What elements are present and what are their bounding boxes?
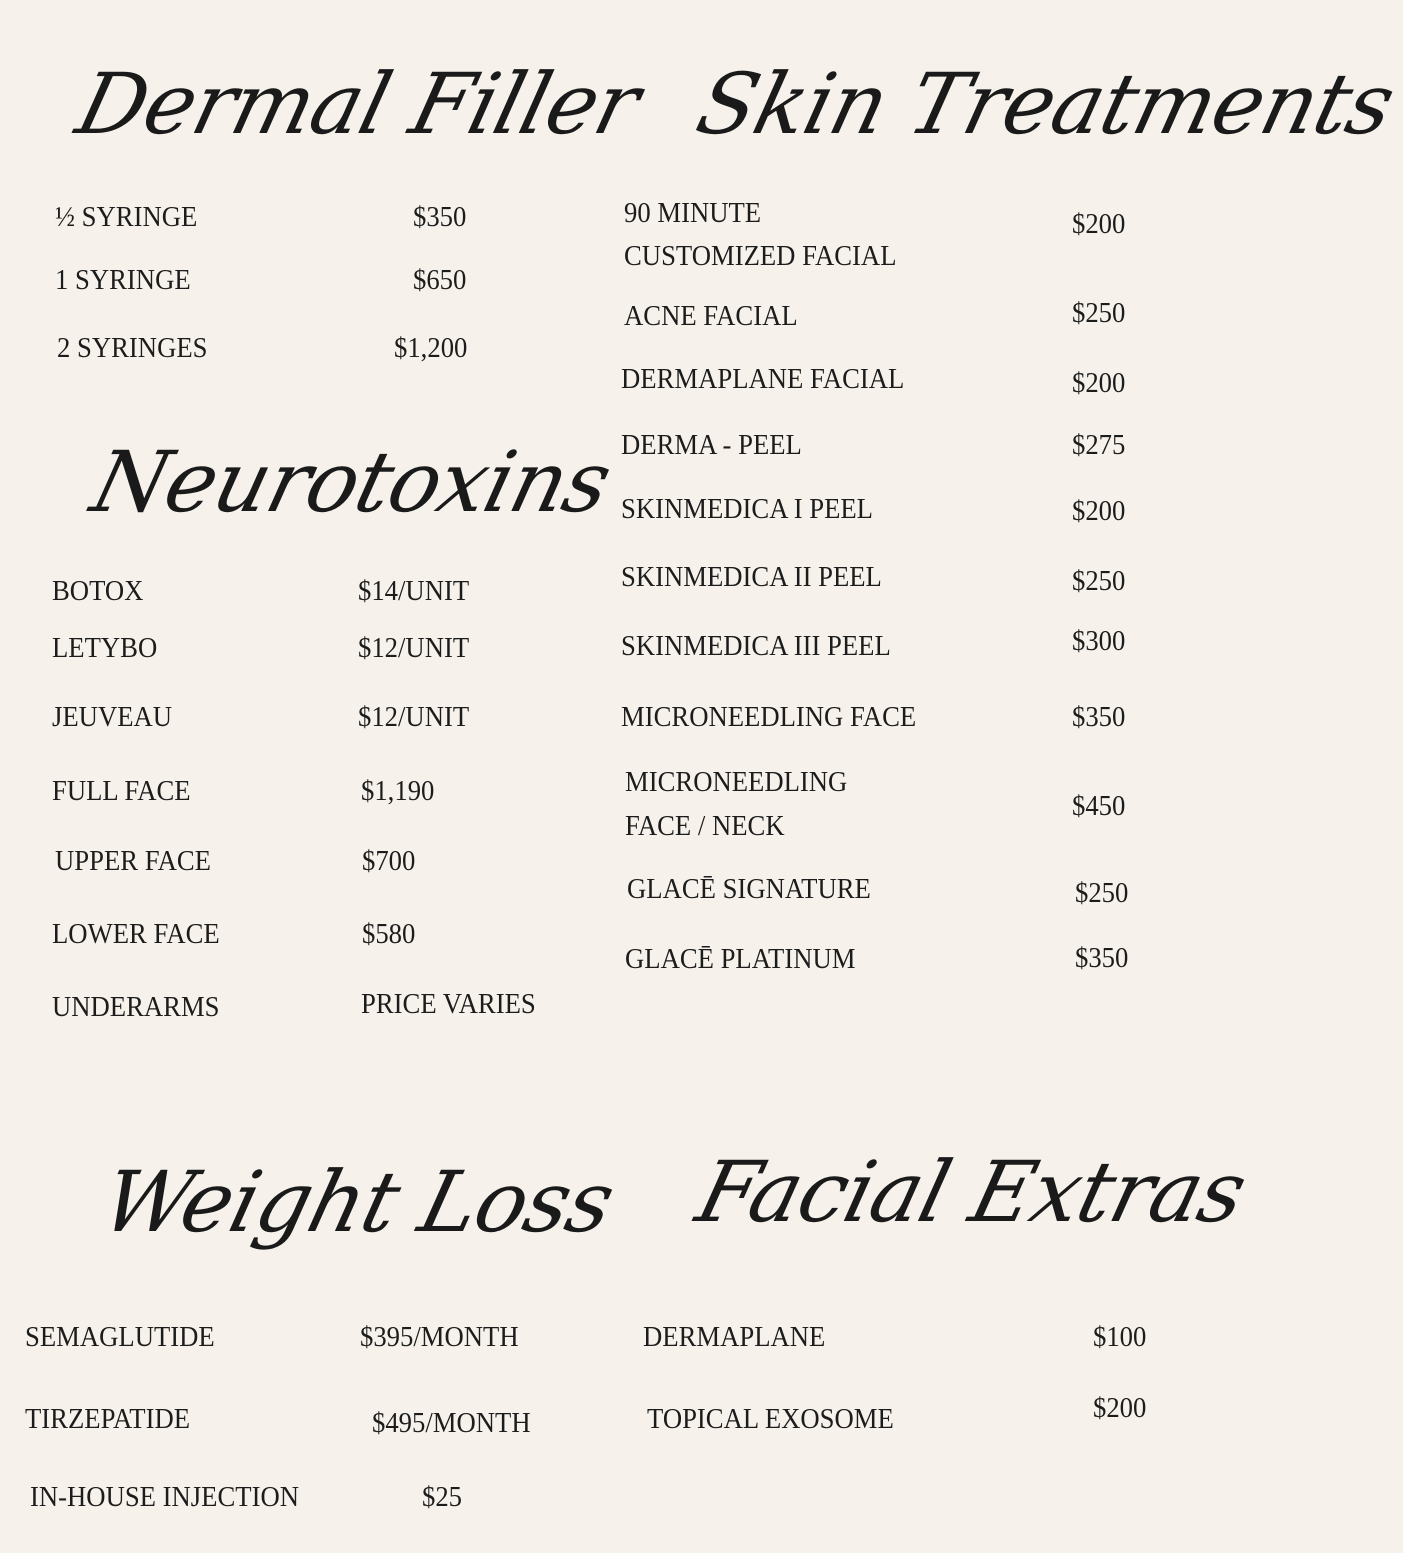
dermal-filler-item-price: $650 [413,264,467,296]
dermal-filler-item-name: 2 SYRINGES [57,332,208,364]
weight-loss-item-name: IN-HOUSE INJECTION [30,1481,299,1513]
skin-treatments-item-name-line: FACE / NECK [625,810,785,842]
skin-treatments-item-price: $250 [1072,297,1126,329]
skin-treatments-item-price: $200 [1072,495,1126,527]
skin-treatments-item-price: $275 [1072,429,1126,461]
neurotoxins-item-price: $580 [362,918,416,950]
neurotoxins-item-name: LETYBO [52,632,158,664]
skin-treatments-item-price: $200 [1072,367,1126,399]
weight-loss-item-price: $25 [422,1481,463,1513]
skin-treatments-item-name: SKINMEDICA I PEEL [621,493,873,525]
skin-treatments-item-name: GLACĒ PLATINUM [625,943,856,975]
dermal-filler-item-price: $350 [413,201,467,233]
skin-treatments-item-name [625,760,847,848]
neurotoxins-item-price: $14/UNIT [358,575,470,607]
skin-treatments-item-price: $200 [1072,208,1126,240]
weight-loss-item-price: $495/MONTH [372,1407,531,1439]
dermal-filler-item-name: 1 SYRINGE [55,264,191,296]
skin-treatments-item-name: DERMA - PEEL [621,429,802,461]
skin-treatments-item-name-line: 90 MINUTE [624,197,762,229]
weight-loss-item-price: $395/MONTH [360,1321,519,1353]
neurotoxins-item-price: $1,190 [361,775,435,807]
neurotoxins-item-name: FULL FACE [52,775,191,807]
facial-extras-heading: Facial Extras [687,1143,1256,1241]
skin-treatments-item-price: $250 [1072,565,1126,597]
skin-treatments-item-name: DERMAPLANE FACIAL [621,363,905,395]
dermal-filler-item-price: $1,200 [394,332,468,364]
neurotoxins-item-price: $700 [362,845,416,877]
skin-treatments-item-price: $250 [1075,877,1129,909]
neurotoxins-item-name: LOWER FACE [52,918,220,950]
weight-loss-item-name: TIRZEPATIDE [25,1403,191,1435]
neurotoxins-item-name: BOTOX [52,575,144,607]
skin-treatments-item-name: SKINMEDICA II PEEL [621,561,882,593]
neurotoxins-item-price: PRICE VARIES [361,988,536,1020]
neurotoxins-item-name: JEUVEAU [52,701,173,733]
skin-treatments-item-price: $450 [1072,790,1126,822]
facial-extras-item-price: $200 [1093,1392,1147,1424]
skin-treatments-item-name: ACNE FACIAL [624,300,798,332]
facial-extras-item-name: DERMAPLANE [643,1321,826,1353]
neurotoxins-heading: Neurotoxins [82,433,621,531]
skin-treatments-item-price: $350 [1075,942,1129,974]
weight-loss-heading: Weight Loss [92,1153,624,1251]
dermal-filler-item-name: ½ SYRINGE [55,201,198,233]
neurotoxins-item-price: $12/UNIT [358,701,470,733]
facial-extras-item-price: $100 [1093,1321,1147,1353]
facial-extras-item-name: TOPICAL EXOSOME [647,1403,894,1435]
skin-treatments-item-name: MICRONEEDLING FACE [621,701,917,733]
skin-treatments-item-name-line: MICRONEEDLING [625,766,848,798]
neurotoxins-item-name: UNDERARMS [52,991,220,1023]
skin-treatments-item-price: $300 [1072,625,1126,657]
skin-treatments-item-name [624,192,897,278]
skin-treatments-heading: Skin Treatments [687,55,1403,153]
weight-loss-item-name: SEMAGLUTIDE [25,1321,215,1353]
skin-treatments-item-name: GLACĒ SIGNATURE [627,873,871,905]
neurotoxins-item-name: UPPER FACE [55,845,211,877]
skin-treatments-item-name: SKINMEDICA III PEEL [621,630,891,662]
skin-treatments-item-price: $350 [1072,701,1126,733]
neurotoxins-item-price: $12/UNIT [358,632,470,664]
dermal-filler-heading: Dermal Filler [67,55,649,153]
skin-treatments-item-name-line: CUSTOMIZED FACIAL [624,240,897,272]
